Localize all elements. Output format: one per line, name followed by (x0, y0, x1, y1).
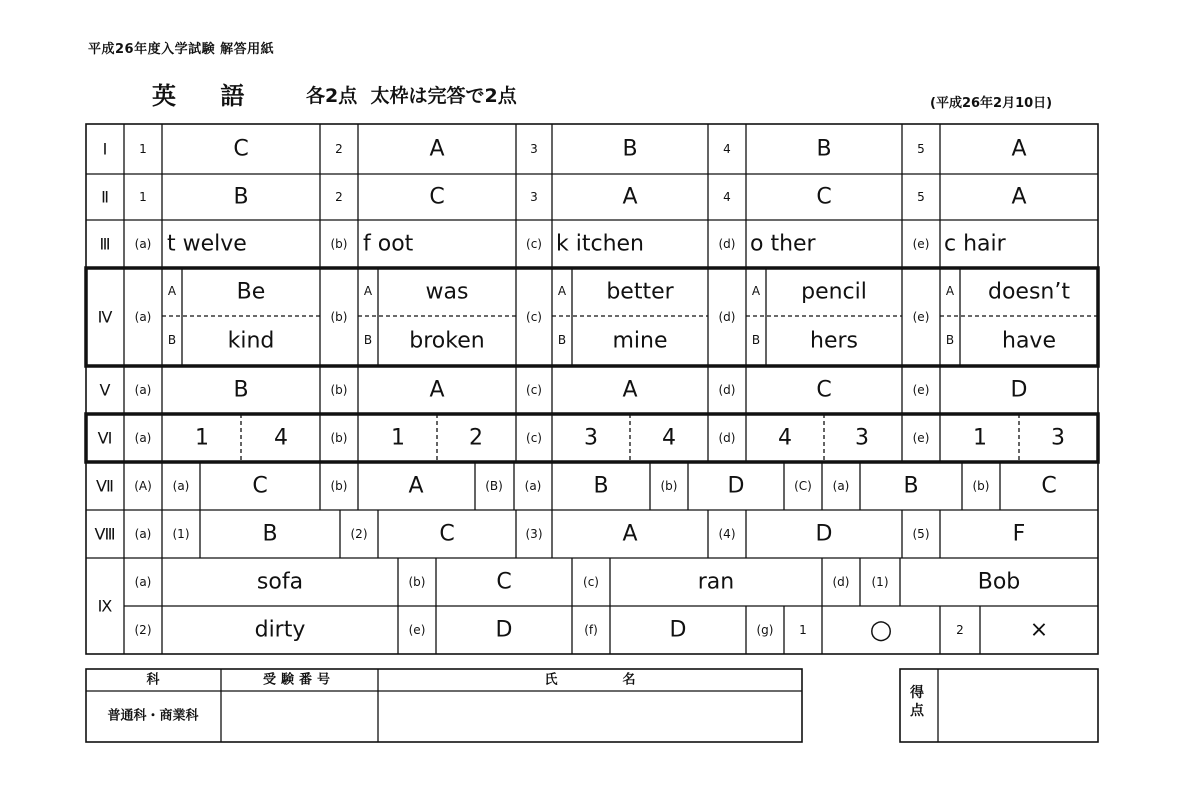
answer: A (429, 136, 445, 162)
answer-a: better (606, 279, 674, 305)
item-num: (a) (172, 479, 190, 493)
answer-b: hers (810, 328, 858, 354)
answer: A (429, 377, 445, 403)
answer: Bob (977, 569, 1021, 595)
answer: C (1041, 473, 1057, 499)
bold-frame-note: 太枠は完答で2点 (370, 85, 517, 107)
answer: D (1010, 377, 1028, 403)
item-num: (c) (526, 431, 542, 445)
section-label-VII: Ⅶ (96, 476, 114, 496)
sub-label-a: A (945, 284, 955, 298)
item-num: (b) (408, 575, 426, 589)
answer: A (408, 473, 424, 499)
section-label-II: Ⅱ (101, 187, 109, 207)
item-num: 3 (530, 142, 538, 156)
answer: C (429, 184, 445, 210)
answer-a: doesn’t (988, 279, 1070, 305)
answer: B (593, 473, 609, 499)
answer: A (622, 521, 638, 547)
item-num: 5 (917, 142, 925, 156)
item-num: (e) (912, 310, 930, 324)
item-num: (d) (718, 383, 736, 397)
item-num: (b) (972, 479, 990, 493)
answer-b: kind (227, 328, 275, 354)
answer-first: 4 (778, 425, 792, 451)
item-num: 5 (917, 190, 925, 204)
item-num: (5) (912, 527, 930, 541)
answer-a: pencil (801, 279, 867, 305)
group-label: (B) (485, 479, 503, 493)
item-num: (a) (832, 479, 850, 493)
item-num: (g) (756, 623, 774, 637)
answer: D (815, 521, 833, 547)
sub-label-a: A (751, 284, 761, 298)
answer: C (233, 136, 249, 162)
answer: A (1011, 136, 1027, 162)
item-num: 3 (530, 190, 538, 204)
item-num: (e) (912, 383, 930, 397)
subject-title: 英 語 (152, 82, 263, 110)
answer-second: 4 (662, 425, 676, 451)
sub-label-b: B (557, 333, 567, 347)
exam-date: (平成26年2月10日) (930, 96, 1053, 111)
answer: t welve (167, 231, 247, 257)
answer-b: mine (612, 328, 668, 354)
answer: F (1012, 521, 1026, 547)
answer: B (903, 473, 919, 499)
answer-second: 3 (855, 425, 869, 451)
exam-title: 平成26年度入学試験 解答用紙 (88, 42, 275, 57)
answer-b: have (1002, 328, 1056, 354)
answer: c hair (944, 231, 1006, 257)
answer: B (262, 521, 278, 547)
dept-value: 普通科・商業科 (107, 708, 199, 724)
item-num: (c) (526, 310, 542, 324)
answer: o ther (750, 231, 816, 257)
answer-a: Be (236, 279, 266, 305)
name-field[interactable] (379, 692, 801, 741)
answer-circle-symbol: ○ (869, 615, 893, 645)
item-num: 2 (335, 190, 343, 204)
answer: C (496, 569, 512, 595)
answer: B (622, 136, 638, 162)
answer: A (622, 377, 638, 403)
item-num: (b) (330, 383, 348, 397)
answer-first: 3 (584, 425, 598, 451)
points-per-item: 各2点 (306, 85, 358, 107)
answer: D (495, 617, 513, 643)
sub-num: 1 (799, 623, 807, 637)
name-header: 氏 名 (544, 672, 636, 688)
sub-label: (a) (134, 527, 152, 541)
item-num: (b) (660, 479, 678, 493)
sub-label: (2) (134, 623, 152, 637)
answer: f oot (363, 231, 414, 257)
item-num: (c) (583, 575, 599, 589)
item-num: (d) (718, 431, 736, 445)
group-label: (A) (134, 479, 152, 493)
sub-label-b: B (945, 333, 955, 347)
section-label-III: Ⅲ (99, 234, 111, 254)
item-num: (a) (524, 479, 542, 493)
sub-label-b: B (167, 333, 177, 347)
item-num: 1 (139, 190, 147, 204)
group-label: (C) (794, 479, 812, 493)
section-label-VIII: Ⅷ (94, 524, 116, 544)
item-num: (d) (718, 310, 736, 324)
answer-first: 1 (973, 425, 987, 451)
answer: D (669, 617, 687, 643)
item-num: (a) (134, 431, 152, 445)
answer: A (622, 184, 638, 210)
sub-label: (a) (134, 575, 152, 589)
answer-cross-symbol: × (1029, 617, 1049, 643)
answer-first: 1 (391, 425, 405, 451)
answer-b: broken (409, 328, 485, 354)
answer: C (252, 473, 268, 499)
item-num: (f) (584, 623, 598, 637)
section-label-I: Ⅰ (102, 139, 108, 159)
item-num: 4 (723, 190, 731, 204)
answer: B (233, 184, 249, 210)
item-num: 4 (723, 142, 731, 156)
item-num: 2 (335, 142, 343, 156)
sub-num: 2 (956, 623, 964, 637)
answer-second: 2 (469, 425, 483, 451)
answer: k itchen (556, 231, 644, 257)
item-num: (e) (912, 431, 930, 445)
score-field[interactable] (939, 670, 1097, 741)
item-num: (b) (330, 431, 348, 445)
item-num: (c) (526, 237, 542, 251)
item-num: (d) (718, 237, 736, 251)
answer: B (233, 377, 249, 403)
section-label-VI: Ⅵ (97, 428, 113, 448)
exam-number-field[interactable] (222, 692, 377, 741)
dept-header: 科 (146, 672, 160, 688)
answer: dirty (254, 617, 306, 643)
item-num: (2) (350, 527, 368, 541)
answer: C (439, 521, 455, 547)
item-num: (a) (134, 383, 152, 397)
item-num: (b) (330, 479, 348, 493)
sub-label-b: B (751, 333, 761, 347)
item-num: (b) (330, 310, 348, 324)
section-label-IX: Ⅸ (97, 596, 113, 616)
item-num: (4) (718, 527, 736, 541)
score-label: 得点 (910, 685, 924, 719)
section-label-V: Ⅴ (99, 380, 111, 400)
item-num: (3) (525, 527, 543, 541)
item-num: 1 (139, 142, 147, 156)
item-num: (b) (330, 237, 348, 251)
answer: C (816, 184, 832, 210)
answer: C (816, 377, 832, 403)
item-num: (1) (172, 527, 190, 541)
answer: D (727, 473, 745, 499)
answer-second: 4 (274, 425, 288, 451)
sub-label-a: A (557, 284, 567, 298)
answer: sofa (256, 569, 304, 595)
answer-first: 1 (195, 425, 209, 451)
sub-num: (1) (871, 575, 889, 589)
item-num: (d) (832, 575, 850, 589)
section-label-IV: Ⅳ (97, 307, 113, 327)
item-num: (e) (912, 237, 930, 251)
item-num: (c) (526, 383, 542, 397)
answer-second: 3 (1051, 425, 1065, 451)
sub-label-a: A (363, 284, 373, 298)
item-num: (e) (408, 623, 426, 637)
answer: B (816, 136, 832, 162)
item-num: (a) (134, 237, 152, 251)
exam-number-header: 受験番号 (262, 672, 336, 688)
sub-label-b: B (363, 333, 373, 347)
answer: ran (697, 569, 735, 595)
answer: A (1011, 184, 1027, 210)
item-num: (a) (134, 310, 152, 324)
sub-label-a: A (167, 284, 177, 298)
answer-a: was (425, 279, 469, 305)
